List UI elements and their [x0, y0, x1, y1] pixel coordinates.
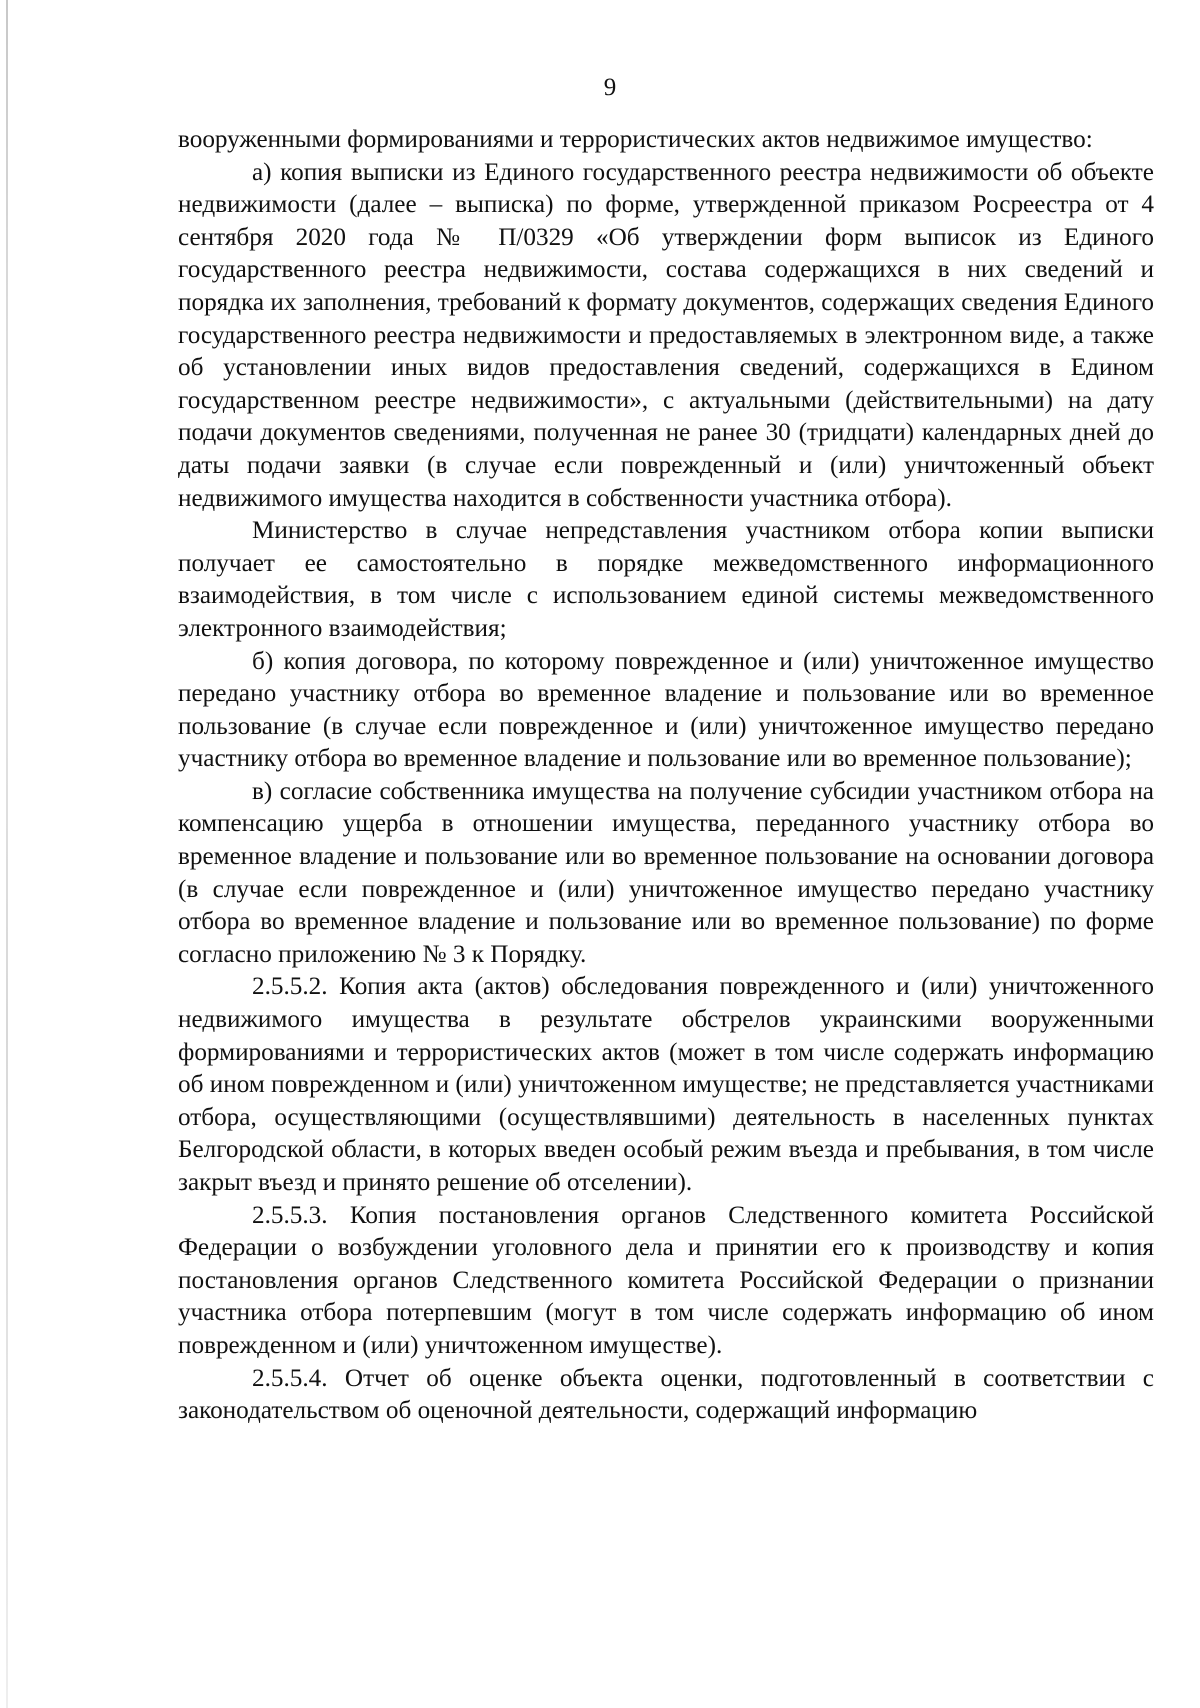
paragraph-intro: вооруженными формированиями и террористических актов недвижимое имущество:: [178, 126, 1093, 153]
paragraph-item-v: в) согласие собственника имущества на получение субсидии участником отбора на компенсацию ущерба в отношении имущества, переданного участнику отбора во временное владение и пользование или во временное пользование на основании договора (в случае если поврежденное и (или) уничтоженное имущество передано участнику отбора во временное владение и пользование или во временное пользование) по форме согласно приложению № 3 к Порядку.: [178, 777, 1154, 968]
paragraph-item-b: б) копия договора, по которому поврежденное и (или) уничтоженное имущество передано участнику отбора во временное владение и пользование или во временное пользование (в случае если поврежденное и (или) уничтоженное имущество передано участнику отбора во временное владение и пользование или во временное пользование);: [178, 647, 1154, 773]
scan-edge-shadow: [6, 0, 8, 1708]
paragraph-clause-2-5-5-2: 2.5.5.2. Копия акта (актов) обследования поврежденного и (или) уничтоженного недвижимого имущества в результате обстрелов украинскими вооруженными формированиями и террористических актов (может в том числе содержать информацию об ином поврежденном и (или) уничтоженном имуществе; не представляется участниками отбора, осуществляющими (осуществлявшими) деятельность в населенных пунктах Белгородской области, в которых введен особый режим въезда и пребывания, в том числе закрыт въезд и принято решение об отселении).: [178, 973, 1154, 1196]
page-number: 9: [603, 74, 617, 101]
paragraph-clause-2-5-5-3: 2.5.5.3. Копия постановления органов Следственного комитета Российской Федерации о возбуждении уголовного дела и принятии его к производству и копия постановления органов Следственного комитета Российской Федерации о признании участника отбора потерпевшим (могут в том числе содержать информацию об ином поврежденном и (или) уничтоженном имуществе).: [178, 1201, 1154, 1359]
paragraph-item-a: а) копия выписки из Единого государственного реестра недвижимости об объекте недвижимости (далее – выписка) по форме, утвержденной приказом Росреестра от 4 сентября 2020 года № П/0329 «Об утверждении форм выписок из Единого государственного реестра недвижимости, состава содержащихся в них сведений и порядка их заполнения, требований к формату документов, содержащих сведения Единого государственного реестра недвижимости и предоставляемых в электронном виде, а также об установлении иных видов предоставления сведений, содержащихся в Едином государственном реестре недвижимости», с актуальными (действительными) на дату подачи документов сведениями, полученная не ранее 30 (тридцати) календарных дней до даты подачи заявки (в случае если поврежденный и (или) уничтоженный объект недвижимого имущества находится в собственности участника отбора).: [178, 158, 1154, 512]
paragraph-ministry: Министерство в случае непредставления участником отбора копии выписки получает ее самостоятельно в порядке межведомственного информационного взаимодействия, в том числе с использованием единой системы межведомственного электронного взаимодействия;: [178, 517, 1154, 642]
paragraph-clause-2-5-5-4: 2.5.5.4. Отчет об оценке объекта оценки, подготовленный в соответствии с законодательством об оценочной деятельности, содержащий информацию: [178, 1364, 1154, 1425]
document-body: [178, 124, 1154, 1428]
